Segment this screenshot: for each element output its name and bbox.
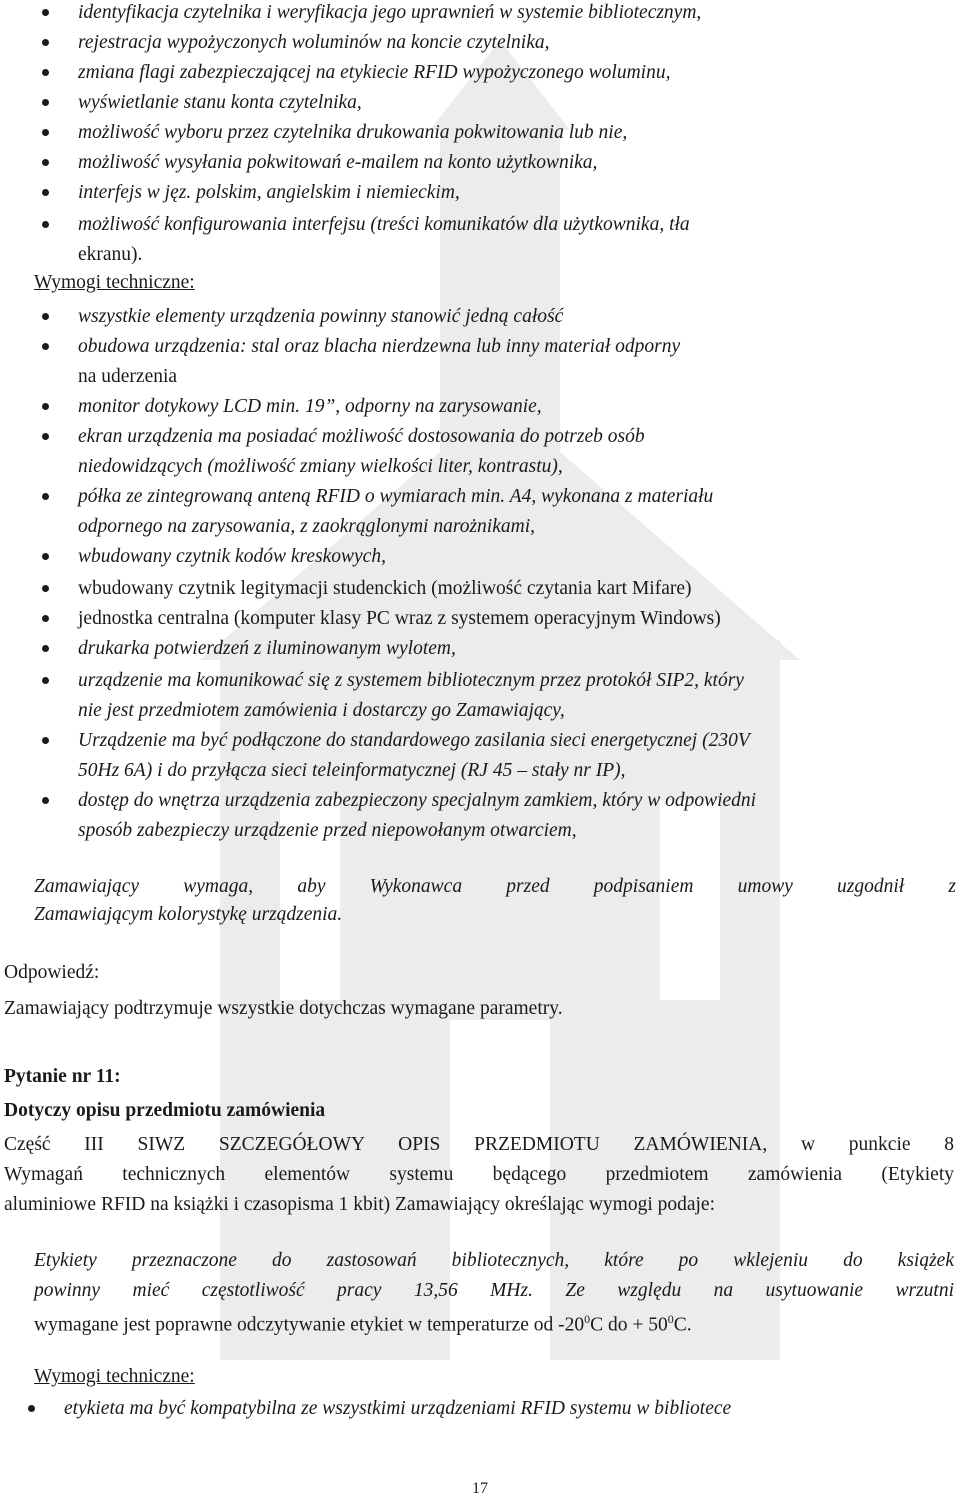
list-item-continuation: ekranu).: [78, 244, 143, 265]
paragraph-line: Część III SIWZ SZCZEGÓŁOWY OPIS PRZEDMIOTU ZAMÓWIENIA, w punkcie 8: [4, 1134, 954, 1155]
text-run: C.: [673, 1314, 692, 1336]
list-item-continuation: na uderzenia: [78, 366, 178, 387]
superscript: 0: [667, 1312, 674, 1326]
list-item: interfejs w jęz. polskim, angielskim i niemieckim,: [78, 180, 460, 206]
text-run: wymagane jest poprawne odczytywanie etykiet w temperaturze od -20: [34, 1314, 585, 1336]
paragraph-line: Wymagań technicznych elementów systemu będącego przedmiotem zamówienia (Etykiety: [4, 1164, 954, 1185]
list-item: ekran urządzenia ma posiadać możliwość dostosowania do potrzeb osób: [78, 424, 645, 450]
list-item: jednostka centralna (komputer klasy PC wraz z systemem operacyjnym Windows): [78, 606, 721, 632]
list-item: obudowa urządzenia: stal oraz blacha nierdzewna lub inny materiał odporny: [78, 334, 680, 360]
question-title: Pytanie nr 11:: [4, 1066, 121, 1087]
list-item: urządzenie ma komunikować się z systemem bibliotecznym przez protokół SIP2, który: [78, 668, 744, 694]
list-item: półka ze zintegrowaną anteną RFID o wymiarach min. A4, wykonana z materiału: [78, 484, 713, 510]
list-item: wyświetlanie stanu konta czytelnika,: [78, 90, 362, 116]
paragraph-line: Etykiety przeznaczone do zastosowań bibliotecznych, które po wklejeniu do książek: [34, 1250, 954, 1271]
answer-label: Odpowiedź:: [4, 962, 100, 983]
list-item: identyfikacja czytelnika i weryfikacja jego uprawnień w systemie bibliotecznym,: [78, 0, 701, 26]
list-item-continuation: 50Hz 6A) i do przyłącza sieci teleinformatycznej (RJ 45 – stały nr IP),: [78, 760, 626, 781]
list-item: możliwość konfigurowania interfejsu (treści komunikatów dla użytkownika, tła: [78, 212, 690, 238]
section-heading: Wymogi techniczne:: [34, 1366, 195, 1387]
answer-text: Zamawiający podtrzymuje wszystkie dotychczas wymagane parametry.: [4, 998, 563, 1019]
list-item: drukarka potwierdzeń z iluminowanym wylotem,: [78, 636, 456, 662]
list-item: rejestracja wypożyczonych woluminów na koncie czytelnika,: [78, 30, 550, 56]
list-item: Urządzenie ma być podłączone do standardowego zasilania sieci energetycznej (230V: [78, 728, 750, 754]
page-number: 17: [472, 1480, 488, 1497]
section-heading: Wymogi techniczne:: [34, 272, 195, 293]
list-item-continuation: odpornego na zarysowania, z zaokrąglonymi narożnikami,: [78, 516, 535, 537]
list-item: możliwość wysyłania pokwitowań e-mailem na konto użytkownika,: [78, 150, 597, 176]
list-item: wbudowany czytnik legitymacji studenckich (możliwość czytania kart Mifare): [78, 576, 692, 602]
paragraph-line: Zamawiający wymaga, aby Wykonawca przed podpisaniem umowy uzgodnił z: [34, 876, 956, 897]
paragraph-line: powinny mieć częstotliwość pracy 13,56 MHz. Ze względu na usytuowanie wrzutni: [34, 1280, 954, 1301]
paragraph-line: Zamawiającym kolorystykę urządzenia.: [34, 904, 343, 925]
list-item: wbudowany czytnik kodów kreskowych,: [78, 544, 386, 570]
superscript: 0: [584, 1312, 591, 1326]
text-run: C do + 50: [590, 1314, 668, 1336]
list-item: etykieta ma być kompatybilna ze wszystkimi urządzeniami RFID systemu w bibliotece: [64, 1396, 731, 1422]
list-item: wszystkie elementy urządzenia powinny stanowić jedną całość: [78, 304, 563, 330]
paragraph-line: aluminiowe RFID na książki i czasopisma 1 kbit) Zamawiający określając wymogi podaje:: [4, 1194, 716, 1215]
list-item-continuation: nie jest przedmiotem zamówienia i dostarczy go Zamawiający,: [78, 700, 565, 721]
list-item: możliwość wyboru przez czytelnika drukowania pokwitowania lub nie,: [78, 120, 627, 146]
paragraph-line: [34, 1306, 692, 1339]
question-subject: Dotyczy opisu przedmiotu zamówienia: [4, 1100, 326, 1121]
list-item-continuation: sposób zabezpieczy urządzenie przed niepowołanym otwarciem,: [78, 820, 577, 841]
list-item: monitor dotykowy LCD min. 19”, odporny na zarysowanie,: [78, 394, 542, 420]
list-item: zmiana flagi zabezpieczającej na etykiecie RFID wypożyczonego woluminu,: [78, 60, 670, 86]
list-item-continuation: niedowidzących (możliwość zmiany wielkości liter, kontrastu),: [78, 456, 563, 477]
list-item: dostęp do wnętrza urządzenia zabezpieczony specjalnym zamkiem, który w odpowiedni: [78, 788, 756, 814]
